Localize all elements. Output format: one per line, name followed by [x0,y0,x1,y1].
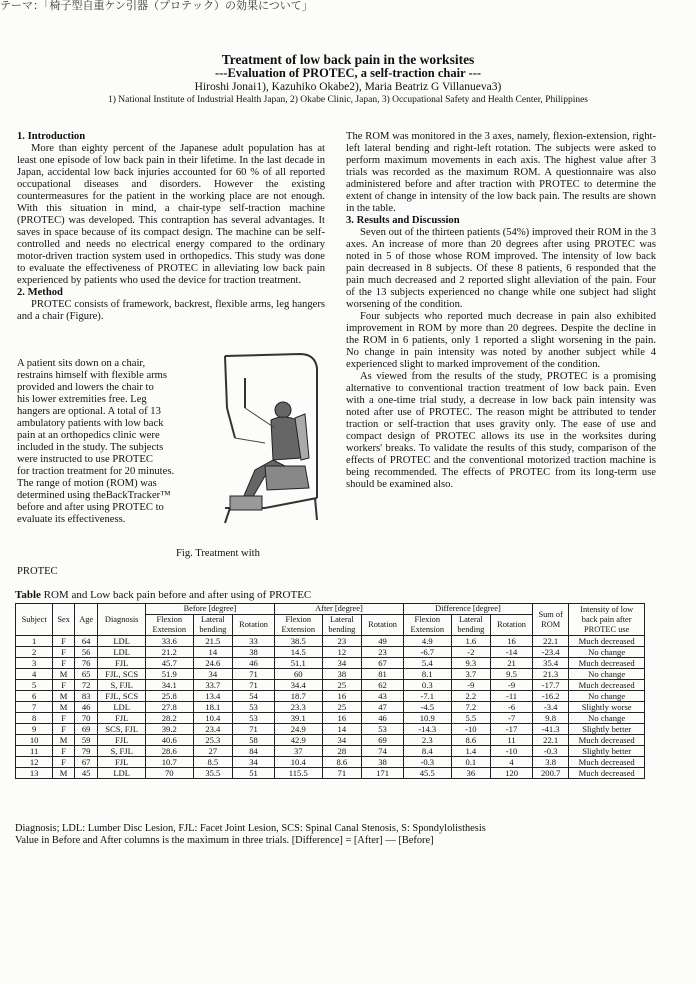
table-cell: 16 [322,691,362,702]
table-cell: M [53,691,75,702]
left-column [17,131,325,323]
table-caption: ROM and Low back pain before and after using of PROTEC [43,589,312,601]
table-cell: 45.7 [145,658,193,669]
table-cell: 11 [491,735,533,746]
table-row [16,636,645,647]
table-cell: Slightly better [569,724,645,735]
table-cell: 28.6 [145,746,193,757]
table-cell: 21.2 [145,647,193,658]
table-cell: 2.2 [451,691,491,702]
hl: Lateral [329,615,354,624]
table-cell: 42.9 [274,735,322,746]
table-cell: 13 [16,768,53,779]
header-after: After [degree] [274,604,403,615]
table-cell: 67 [74,757,97,768]
table-cell: 8.1 [403,669,451,680]
table-row [16,735,645,746]
table-row [16,757,645,768]
table-cell: No change [569,691,645,702]
table-cell: 39.1 [274,713,322,724]
header-sum-line: ROM [541,619,561,629]
method-line: ambulatory patients with low back [17,418,164,429]
table-cell: 115.5 [274,768,322,779]
header-rotation: Rotation [491,615,533,636]
header-flexion [274,615,322,636]
header-subject: Subject [16,604,53,636]
table-cell: -41.3 [532,724,568,735]
table-cell: Much decreased [569,636,645,647]
table-cell: LDL [98,647,146,658]
table-cell: -17.7 [532,680,568,691]
method-line: evaluate its effectiveness. [17,514,126,525]
table-cell: FJL, SCS [98,669,146,680]
table-cell: 171 [362,768,404,779]
method-line: were instructed to use PROTEC [17,454,153,465]
table-cell: -7.1 [403,691,451,702]
values-note: Value in Before and After columns is the maximum in three trials. [Difference] = [After] — [Before] [15,835,434,846]
protec-chair-figure [205,348,335,528]
table-cell: No change [569,713,645,724]
paper-authors: Hiroshi Jonai1), Kazuhiko Okabe2), Maria Beatriz G Villanueva3) [194,81,502,93]
table-cell: M [53,669,75,680]
table-cell: 37 [274,746,322,757]
table-cell: F [53,713,75,724]
table-cell: -11 [491,691,533,702]
table-cell: FJL, SCS [98,691,146,702]
header-flexion [403,615,451,636]
table-cell: SCS, FJL [98,724,146,735]
table-cell: LDL [98,768,146,779]
table-cell: 14 [322,724,362,735]
table-cell: 3 [16,658,53,669]
table-cell: 3.8 [532,757,568,768]
table-cell: 24.9 [274,724,322,735]
table-cell: 18.7 [274,691,322,702]
table-cell: 12 [322,647,362,658]
table-cell: 200.7 [532,768,568,779]
method-line: A patient sits down on a chair, [17,358,146,369]
table-cell: 4.9 [403,636,451,647]
table-cell: 71 [233,724,275,735]
table-cell: 71 [233,680,275,691]
table-cell: FJL [98,658,146,669]
header-difference: Difference [degree] [403,604,532,615]
table-cell: 14.5 [274,647,322,658]
header-diagnosis: Diagnosis [98,604,146,636]
table-cell: 25.8 [145,691,193,702]
table-cell: 16 [491,636,533,647]
hl: Flexion [156,615,183,624]
table-cell: 21.5 [193,636,233,647]
results-paragraph-1: Seven out of the thirteen patients (54%) improved their ROM in the 3 axes. An increase of more than 20 degrees after using PROTEC was noted in 5 of those whose ROM improved. The intensity of low back pain decreased in 8 subjects. Of these 8 patients, 6 responded that the pain much decreased and 2 reported slight alleviation of the pain. Four of the 13 subjects experienced no change while one subject had slight worsening of the condition. [346,227,656,310]
table-cell: 0.3 [403,680,451,691]
table-cell: 11 [16,746,53,757]
table-cell: 60 [274,669,322,680]
table-cell: 25.3 [193,735,233,746]
method-line: determined using theBackTracker™ [17,490,171,501]
table-cell: 1 [16,636,53,647]
table-cell: 21.3 [532,669,568,680]
header-sum [532,604,568,636]
table-cell: 8.4 [403,746,451,757]
table-cell: FJL [98,735,146,746]
table-cell: 45 [74,768,97,779]
table-cell: 16 [322,713,362,724]
table-cell: -6.7 [403,647,451,658]
table-cell: -2 [451,647,491,658]
table-cell: 7 [16,702,53,713]
table-cell: 3.7 [451,669,491,680]
table-cell: 69 [74,724,97,735]
header-before: Before [degree] [145,604,274,615]
table-cell: 40.6 [145,735,193,746]
results-paragraph-3: As viewed from the results of the study, PROTEC is a promising alternative to conventional traction treatment of low back pain. Even with a one-time trial study, a decrease in low back pain intensity was noted after use of PROTEC. The reason might be attributed to tender traction or self-traction that uses gravity only. The ease of use and compact design of PROTEC allows its use in the worksites during workers' breaks. To validate the results of this study, comparison of the effects of PROTEC and the conventional motorized traction machine is being recommended. The effects of PROTEC from its long-term use should be examined also. [346,371,656,490]
table-cell: 67 [362,658,404,669]
table-cell: 46 [74,702,97,713]
table-cell: 33 [233,636,275,647]
table-row [16,713,645,724]
table-cell: 23 [322,636,362,647]
table-cell: 54 [233,691,275,702]
table-cell: 79 [74,746,97,757]
method-line: for traction treatment for 20 minutes. [17,466,175,477]
table-cell: 2 [16,647,53,658]
table-cell: 6 [16,691,53,702]
table-cell: 74 [362,746,404,757]
table-cell: 51 [233,768,275,779]
table-cell: 81 [362,669,404,680]
table-cell: 70 [145,768,193,779]
table-cell: 8.5 [193,757,233,768]
paper-affiliations: 1) National Institute of Industrial Health Japan, 2) Okabe Clinic, Japan, 3) Occupational Safety and Health Center, Philippines [107,95,589,105]
table-cell: 70 [74,713,97,724]
hl: bending [457,625,485,634]
table-cell: 56 [74,647,97,658]
table-label: Table [15,589,41,601]
table-cell: Much decreased [569,680,645,691]
table-cell: F [53,636,75,647]
table-row [16,724,645,735]
results-paragraph-2: Four subjects who reported much decrease in pain also exhibited improvement in ROM by more than 20 degrees. Despite the decline in the ROM in 6 patients, only 1 reported a slight worsening in the pain. No change in pain intensity was noted by another subject while 4 experienced slight to marked improvement of the condition. [346,311,656,370]
table-cell: 58 [233,735,275,746]
table-notes [15,823,486,847]
header-age: Age [74,604,97,636]
table-cell: S, FJL [98,746,146,757]
table-cell: 5 [16,680,53,691]
method-line: provided and lowers the chair to [17,382,154,393]
table-cell: 25 [322,680,362,691]
table-cell: -23.4 [532,647,568,658]
table-row [16,702,645,713]
table-cell: 38 [233,647,275,658]
table-cell: 23.3 [274,702,322,713]
table-row [16,669,645,680]
table-cell: M [53,768,75,779]
header-rotation: Rotation [362,615,404,636]
intro-heading: 1. Introduction [17,131,86,142]
header-rotation: Rotation [233,615,275,636]
table-cell: F [53,680,75,691]
table-cell: -3.4 [532,702,568,713]
table-cell: 33.7 [193,680,233,691]
table-cell: 53 [233,702,275,713]
table-cell: 2.3 [403,735,451,746]
table-cell: -6 [491,702,533,713]
header-lateral [322,615,362,636]
header-intensity-line: Intensity of low [580,604,634,614]
table-cell: -10 [451,724,491,735]
table-cell: 36 [451,768,491,779]
method-line: before and after using PROTEC to [17,502,164,513]
table-cell: F [53,647,75,658]
table-cell: 13.4 [193,691,233,702]
table-cell: Much decreased [569,757,645,768]
table-row [16,647,645,658]
table-cell: F [53,658,75,669]
method-line: hangers are optional. A total of 13 [17,406,161,417]
table-cell: 38.5 [274,636,322,647]
table-cell: 39.2 [145,724,193,735]
method-paragraph: PROTEC consists of framework, backrest, flexible arms, leg hangers and a chair (Figure). [17,299,325,322]
hl: Flexion [414,615,441,624]
method-line: pain at an orthopedics clinic were [17,430,160,441]
hl: Extension [281,625,316,634]
table-cell: 14 [193,647,233,658]
table-cell: Much decreased [569,768,645,779]
table-body [16,636,645,779]
paper-subtitle: ---Evaluation of PROTEC, a self-traction chair --- [214,66,482,80]
table-cell: 34 [322,658,362,669]
table-cell: 18.1 [193,702,233,713]
table-cell: 10.4 [274,757,322,768]
table-cell: F [53,746,75,757]
table-cell: 49 [362,636,404,647]
table-cell: 71 [322,768,362,779]
table-cell: 38 [322,669,362,680]
table-cell: 64 [74,636,97,647]
table-cell: 10.9 [403,713,451,724]
header-sum-line: Sum of [538,609,563,619]
table-cell: -9 [451,680,491,691]
table-row [16,746,645,757]
table-cell: 7.2 [451,702,491,713]
table-cell: -9 [491,680,533,691]
header-lateral [193,615,233,636]
table-cell: 34 [322,735,362,746]
table-cell: 9.5 [491,669,533,680]
table-cell: 47 [362,702,404,713]
table-row [16,680,645,691]
header-intensity [569,604,645,636]
table-cell: 45.5 [403,768,451,779]
method-continued: The ROM was monitored in the 3 axes, namely, flexion-extension, right-left lateral bending and right-left rotation. The subjects were asked to perform maximum movements in each axis. The highest value after 3 trials was recorded as the maximum ROM. A questionnaire was also administered before and after traction with PROTEC to determine the extent of change in intensity of the low back pain. The results are shown in the table. [346,131,656,214]
table-cell: 72 [74,680,97,691]
table-cell: 8 [16,713,53,724]
table-cell: 35.5 [193,768,233,779]
table-cell: 9.3 [451,658,491,669]
method-line: The range of motion (ROM) was [17,478,157,489]
table-cell: 23 [362,647,404,658]
header-flexion [145,615,193,636]
table-cell: FJL [98,713,146,724]
table-cell: 10 [16,735,53,746]
table-cell: 71 [233,669,275,680]
table-cell: FJL [98,757,146,768]
table-cell: 24.6 [193,658,233,669]
table-cell: 33.6 [145,636,193,647]
method-line: included in the study. The subjects [17,442,164,453]
table-cell: 69 [362,735,404,746]
table-cell: 84 [233,746,275,757]
method-text-beside-figure [17,358,217,526]
table-cell: 38 [362,757,404,768]
table-title [15,589,311,601]
table-cell: 46 [362,713,404,724]
table-cell: 28 [322,746,362,757]
table-cell: 43 [362,691,404,702]
table-cell: 21 [491,658,533,669]
header-sex: Sex [53,604,75,636]
table-cell: 4 [491,757,533,768]
table-cell: 28.2 [145,713,193,724]
table-cell: No change [569,647,645,658]
hl: Lateral [200,615,225,624]
table-cell: S, FJL [98,680,146,691]
table-cell: F [53,757,75,768]
table-cell: 9.8 [532,713,568,724]
table-cell: 10.7 [145,757,193,768]
table-cell: 35.4 [532,658,568,669]
table-cell: Much decreased [569,658,645,669]
table-cell: 34.4 [274,680,322,691]
header-intensity-line: PROTEC use [583,624,630,634]
table-cell: 10.4 [193,713,233,724]
paper-title: Treatment of low back pain in the worksites [221,52,475,67]
table-cell: 65 [74,669,97,680]
table-cell: 53 [362,724,404,735]
table-cell: -0.3 [403,757,451,768]
intro-paragraph: More than eighty percent of the Japanese adult population has at least one episode of low back pain in their lifetime. In the last decade in Japan, accidental low back injuries accounted for 60 % of all reported occupational diseases and disorders. However the existing countermeasures for the patient in the working place are not enough. With this situation in mind, a chair-type self-traction machine (PROTEC) was developed. This contraption has several advantages. It saves in space because of its compact design. The machine can be self-controlled and needs no electrical energy compared to the ordinary motor-driven traction system used in orthopedics. This study was done to evaluate the effectiveness of PROTEC in alleviating low back pain experienced by patients who used the device for traction treatment. [17,143,325,286]
table-cell: 25 [322,702,362,713]
diagnosis-note: Diagnosis; LDL: Lumber Disc Lesion, FJL: Facet Joint Lesion, SCS: Spinal Canal Stenosis, S: Spondylolisthesis [15,823,486,834]
table-cell: 22.1 [532,636,568,647]
table-cell: 59 [74,735,97,746]
table-cell: Slightly better [569,746,645,757]
table-cell: 51.9 [145,669,193,680]
table-row [16,768,645,779]
table-cell: 1.6 [451,636,491,647]
method-line: restrains himself with flexible arms [17,370,168,381]
table-cell: 12 [16,757,53,768]
method-line: his lower extremities free. Leg [17,394,147,405]
table-cell: Slightly worse [569,702,645,713]
results-heading: 3. Results and Discussion [346,215,460,226]
table-cell: -4.5 [403,702,451,713]
hl: bending [199,625,227,634]
figure-caption-cont: PROTEC [17,566,58,577]
table-cell: Much decreased [569,735,645,746]
results-table [15,603,645,779]
table-cell: M [53,735,75,746]
header-lateral [451,615,491,636]
table-cell: LDL [98,636,146,647]
table-cell: 5.5 [451,713,491,724]
table-cell: -17 [491,724,533,735]
table-cell: 22.1 [532,735,568,746]
hl: Extension [410,625,445,634]
table-cell: 34 [193,669,233,680]
table-cell: 62 [362,680,404,691]
table-cell: -16.2 [532,691,568,702]
hl: bending [328,625,356,634]
table-cell: 8.6 [322,757,362,768]
table-cell: M [53,702,75,713]
method-heading: 2. Method [17,287,63,298]
table-cell: 1.4 [451,746,491,757]
right-column [346,131,656,491]
table-cell: 120 [491,768,533,779]
table-cell: F [53,724,75,735]
hl: Lateral [458,615,483,624]
table-cell: 4 [16,669,53,680]
table-cell: 23.4 [193,724,233,735]
table-cell: 46 [233,658,275,669]
table-cell: -10 [491,746,533,757]
table-cell: 8.6 [451,735,491,746]
table-row [16,658,645,669]
figure-caption: Fig. Treatment with [176,548,260,559]
header-banner: テーマ：「椅子型自重ケン引器（プロテック）の効果について」 [0,0,313,12]
table-cell: 0.1 [451,757,491,768]
table-cell: 9 [16,724,53,735]
table-cell: -7 [491,713,533,724]
table-row [16,691,645,702]
table-cell: 27.8 [145,702,193,713]
table-cell: 76 [74,658,97,669]
hl: Flexion [285,615,312,624]
table-cell: 83 [74,691,97,702]
table-cell: LDL [98,702,146,713]
table-cell: -14 [491,647,533,658]
table-cell: 5.4 [403,658,451,669]
table-cell: 34.1 [145,680,193,691]
table-cell: -14.3 [403,724,451,735]
hl: Extension [152,625,187,634]
table-cell: No change [569,669,645,680]
table-cell: 51.1 [274,658,322,669]
header-intensity-line: back pain after [581,614,632,624]
table-cell: 34 [233,757,275,768]
table-cell: 27 [193,746,233,757]
table-cell: -0.3 [532,746,568,757]
table-cell: 53 [233,713,275,724]
